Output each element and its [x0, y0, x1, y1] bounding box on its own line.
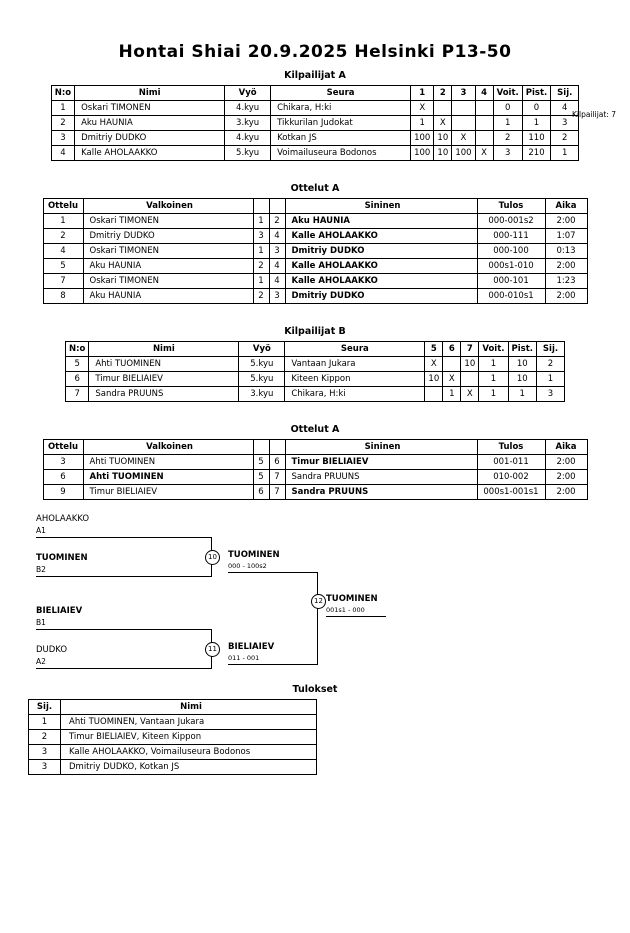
bracket-entry-seed: A2 — [36, 657, 46, 666]
cell-m3 — [461, 372, 479, 387]
cell-m2: 10 — [434, 131, 452, 146]
cell-white: Aku HAUNIA — [83, 259, 253, 274]
cell-no: 6 — [65, 372, 88, 387]
cell-m1: 100 — [411, 131, 434, 146]
pool-a-heading: Kilpailijat A — [284, 70, 346, 81]
cell-aika: 2:00 — [545, 485, 587, 500]
table-row — [43, 214, 587, 229]
col-white-no — [253, 440, 269, 455]
cell-belt: 5.kyu — [225, 146, 271, 161]
cell-rank: 2 — [537, 357, 565, 372]
cell-wins: 0 — [493, 101, 522, 116]
cell-blue-no: 6 — [269, 455, 285, 470]
cell-ottelu: 5 — [43, 259, 83, 274]
table-row — [43, 259, 587, 274]
cell-m1: 10 — [425, 372, 443, 387]
cell-aika: 2:00 — [545, 455, 587, 470]
cell-m2: 1 — [443, 387, 461, 402]
cell-m1: 100 — [411, 146, 434, 161]
cell-tulos: 000-111 — [477, 229, 545, 244]
cell-ottelu: 4 — [43, 244, 83, 259]
cell-m4 — [475, 131, 493, 146]
col-aika: Aika — [545, 440, 587, 455]
col-white: Valkoinen — [83, 199, 253, 214]
bracket-entry-seed: B2 — [36, 565, 46, 574]
table-row — [43, 229, 587, 244]
table-row — [43, 244, 587, 259]
cell-blue: Kalle AHOLAAKKO — [285, 229, 477, 244]
cell-wins: 1 — [479, 372, 508, 387]
table-header-row — [65, 342, 564, 357]
pool-b-table — [65, 341, 565, 402]
col-m1: 5 — [425, 342, 443, 357]
cell-white: Oskari TIMONEN — [83, 274, 253, 289]
bracket-winner-name: BIELIAIEV — [228, 642, 275, 652]
cell-m3: X — [452, 131, 475, 146]
cell-points: 0 — [522, 101, 551, 116]
table-row — [29, 730, 317, 745]
cell-points: 110 — [522, 131, 551, 146]
cell-tulos: 010-002 — [477, 470, 545, 485]
table-row — [29, 715, 317, 730]
col-rank: Sij. — [537, 342, 565, 357]
col-white-no — [253, 199, 269, 214]
bracket-entry-name: TUOMINEN — [36, 553, 88, 563]
cell-club: Tikkurilan Judokat — [271, 116, 411, 131]
cell-m2 — [443, 357, 461, 372]
cell-m3 — [452, 116, 475, 131]
cell-blue-no: 4 — [269, 229, 285, 244]
table-row — [43, 455, 587, 470]
col-no: N:o — [51, 86, 74, 101]
col-m1: 1 — [411, 86, 434, 101]
cell-club: Chikara, H:ki — [285, 387, 425, 402]
cell-white: Dmitriy DUDKO — [83, 229, 253, 244]
cell-aika: 1:23 — [545, 274, 587, 289]
cell-white-no: 5 — [253, 470, 269, 485]
table-row — [43, 470, 587, 485]
bracket-entry-seed: B1 — [36, 618, 46, 627]
col-blue: Sininen — [285, 440, 477, 455]
cell-ottelu: 8 — [43, 289, 83, 304]
cell-no: 2 — [51, 116, 74, 131]
cell-aika: 1:07 — [545, 229, 587, 244]
bracket-match-number: 10 — [205, 550, 220, 565]
cell-white-no: 3 — [253, 229, 269, 244]
cell-wins: 1 — [493, 116, 522, 131]
bracket-winner-name: TUOMINEN — [326, 594, 378, 604]
cell-name: Sandra PRUUNS — [89, 387, 239, 402]
cell-tulos: 000s1-010 — [477, 259, 545, 274]
cell-blue: Sandra PRUUNS — [285, 485, 477, 500]
cell-name: Ahti TUOMINEN, Vantaan Jukara — [61, 715, 317, 730]
col-m3: 3 — [452, 86, 475, 101]
cell-tulos: 000-001s2 — [477, 214, 545, 229]
cell-aika: 0:13 — [545, 244, 587, 259]
table-row — [51, 146, 579, 161]
bracket-score: 001s1 - 000 — [326, 606, 365, 614]
cell-rank: 4 — [551, 101, 579, 116]
cell-wins: 2 — [493, 131, 522, 146]
cell-ottelu: 6 — [43, 470, 83, 485]
cell-aika: 2:00 — [545, 470, 587, 485]
cell-belt: 3.kyu — [239, 387, 285, 402]
cell-m2: X — [434, 116, 452, 131]
bracket-winner-name: TUOMINEN — [228, 550, 280, 560]
cell-m3: 100 — [452, 146, 475, 161]
bracket-score: 000 - 100s2 — [228, 562, 267, 570]
cell-blue-no: 2 — [269, 214, 285, 229]
cell-club: Voimailuseura Bodonos — [271, 146, 411, 161]
col-wins: Voit. — [479, 342, 508, 357]
cell-m2: X — [443, 372, 461, 387]
cell-ottelu: 3 — [43, 455, 83, 470]
cell-wins: 3 — [493, 146, 522, 161]
cell-blue-no: 3 — [269, 244, 285, 259]
bracket-entry-name: BIELIAIEV — [36, 606, 83, 616]
col-m3: 7 — [461, 342, 479, 357]
cell-club: Chikara, H:ki — [271, 101, 411, 116]
bracket-line — [228, 572, 318, 573]
bracket-line — [326, 616, 386, 617]
table-row — [65, 357, 564, 372]
matches-b-table — [43, 439, 588, 500]
cell-rank: 2 — [551, 131, 579, 146]
table-row — [51, 101, 579, 116]
bracket-line — [36, 629, 212, 630]
cell-belt: 4.kyu — [225, 131, 271, 146]
cell-white-no: 2 — [253, 289, 269, 304]
cell-m1: X — [425, 357, 443, 372]
col-club: Seura — [285, 342, 425, 357]
col-m2: 6 — [443, 342, 461, 357]
table-row — [65, 387, 564, 402]
cell-blue: Dmitriy DUDKO — [285, 289, 477, 304]
cell-name: Ahti TUOMINEN — [89, 357, 239, 372]
table-header-row — [43, 199, 587, 214]
col-points: Pist. — [522, 86, 551, 101]
cell-rank: 3 — [29, 745, 61, 760]
cell-white-no: 1 — [253, 244, 269, 259]
table-row — [51, 131, 579, 146]
col-sij: Sij. — [29, 700, 61, 715]
col-club: Seura — [271, 86, 411, 101]
cell-m2: 10 — [434, 146, 452, 161]
cell-blue: Dmitriy DUDKO — [285, 244, 477, 259]
cell-no: 1 — [51, 101, 74, 116]
cell-blue-no: 3 — [269, 289, 285, 304]
cell-name: Oskari TIMONEN — [75, 101, 225, 116]
cell-tulos: 000s1-001s1 — [477, 485, 545, 500]
cell-tulos: 000-010s1 — [477, 289, 545, 304]
cell-wins: 1 — [479, 357, 508, 372]
cell-ottelu: 1 — [43, 214, 83, 229]
cell-white: Oskari TIMONEN — [83, 214, 253, 229]
cell-wins: 1 — [479, 387, 508, 402]
cell-m4 — [475, 101, 493, 116]
cell-white-no: 1 — [253, 274, 269, 289]
cell-white: Oskari TIMONEN — [83, 244, 253, 259]
col-ottelu: Ottelu — [43, 199, 83, 214]
cell-no: 7 — [65, 387, 88, 402]
cell-white-no: 1 — [253, 214, 269, 229]
cell-points: 10 — [508, 372, 537, 387]
cell-name: Dmitriy DUDKO — [75, 131, 225, 146]
results-table — [28, 699, 317, 775]
cell-rank: 2 — [29, 730, 61, 745]
table-header-row — [51, 86, 579, 101]
table-header-row — [43, 440, 587, 455]
cell-m3: X — [461, 387, 479, 402]
col-no: N:o — [65, 342, 88, 357]
cell-blue-no: 7 — [269, 485, 285, 500]
cell-tulos: 000-100 — [477, 244, 545, 259]
bracket-line — [36, 537, 212, 538]
cell-rank: 1 — [29, 715, 61, 730]
col-ottelu: Ottelu — [43, 440, 83, 455]
cell-tulos: 001-011 — [477, 455, 545, 470]
cell-rank: 3 — [551, 116, 579, 131]
cell-m1 — [425, 387, 443, 402]
col-belt: Vyö — [239, 342, 285, 357]
col-blue-no — [269, 199, 285, 214]
cell-aika: 2:00 — [545, 259, 587, 274]
cell-name: Kalle AHOLAAKKO — [75, 146, 225, 161]
cell-no: 4 — [51, 146, 74, 161]
cell-rank: 1 — [551, 146, 579, 161]
cell-white: Ahti TUOMINEN — [83, 470, 253, 485]
cell-belt: 5.kyu — [239, 372, 285, 387]
matches-b-heading: Ottelut A — [290, 424, 340, 435]
cell-m4: X — [475, 146, 493, 161]
cell-m4 — [475, 116, 493, 131]
bracket-entry-name: DUDKO — [36, 645, 68, 655]
bracket-match-number: 12 — [311, 594, 326, 609]
table-row — [43, 274, 587, 289]
col-m2: 2 — [434, 86, 452, 101]
playoff-bracket — [0, 506, 630, 676]
cell-name: Kalle AHOLAAKKO, Voimailuseura Bodonos — [61, 745, 317, 760]
bracket-line — [36, 576, 212, 577]
table-row — [43, 289, 587, 304]
cell-m1: 1 — [411, 116, 434, 131]
cell-belt: 3.kyu — [225, 116, 271, 131]
cell-name: Dmitriy DUDKO, Kotkan JS — [61, 760, 317, 775]
cell-tulos: 000-101 — [477, 274, 545, 289]
col-rank: Sij. — [551, 86, 579, 101]
bracket-line — [228, 664, 318, 665]
col-m4: 4 — [475, 86, 493, 101]
table-row — [29, 760, 317, 775]
bracket-entry-name: AHOLAAKKO — [36, 514, 90, 524]
col-white: Valkoinen — [83, 440, 253, 455]
bracket-line — [317, 572, 318, 665]
table-header-row — [29, 700, 317, 715]
cell-belt: 4.kyu — [225, 101, 271, 116]
page-title: Hontai Shiai 20.9.2025 Helsinki P13-50 — [118, 42, 512, 62]
table-row — [43, 485, 587, 500]
col-tulos: Tulos — [477, 440, 545, 455]
cell-points: 210 — [522, 146, 551, 161]
col-aika: Aika — [545, 199, 587, 214]
col-points: Pist. — [508, 342, 537, 357]
table-row — [51, 116, 579, 131]
competitor-count: Kilpailijat: 7 — [572, 110, 616, 119]
cell-blue: Kalle AHOLAAKKO — [285, 259, 477, 274]
matches-a-heading: Ottelut A — [290, 183, 340, 194]
col-tulos: Tulos — [477, 199, 545, 214]
bracket-entry-seed: A1 — [36, 526, 46, 535]
cell-white: Ahti TUOMINEN — [83, 455, 253, 470]
bracket-score: 011 - 001 — [228, 654, 260, 662]
cell-blue: Sandra PRUUNS — [285, 470, 477, 485]
cell-club: Kotkan JS — [271, 131, 411, 146]
cell-name: Timur BIELIAIEV — [89, 372, 239, 387]
cell-name: Aku HAUNIA — [75, 116, 225, 131]
cell-no: 3 — [51, 131, 74, 146]
cell-name: Timur BIELIAIEV, Kiteen Kippon — [61, 730, 317, 745]
results-heading: Tulokset — [292, 684, 338, 695]
col-name: Nimi — [89, 342, 239, 357]
bracket-line — [36, 668, 212, 669]
cell-rank: 3 — [29, 760, 61, 775]
cell-ottelu: 9 — [43, 485, 83, 500]
cell-white-no: 5 — [253, 455, 269, 470]
cell-points: 1 — [522, 116, 551, 131]
cell-white: Aku HAUNIA — [83, 289, 253, 304]
cell-blue-no: 4 — [269, 274, 285, 289]
col-name: Nimi — [75, 86, 225, 101]
cell-rank: 3 — [537, 387, 565, 402]
table-row — [29, 745, 317, 760]
col-belt: Vyö — [225, 86, 271, 101]
col-blue-no — [269, 440, 285, 455]
cell-white-no: 6 — [253, 485, 269, 500]
pool-a-table — [51, 85, 580, 161]
cell-aika: 2:00 — [545, 289, 587, 304]
cell-blue-no: 7 — [269, 470, 285, 485]
pool-b-heading: Kilpailijat B — [284, 326, 346, 337]
cell-belt: 5.kyu — [239, 357, 285, 372]
cell-club: Vantaan Jukara — [285, 357, 425, 372]
cell-m2 — [434, 101, 452, 116]
col-nimi: Nimi — [61, 700, 317, 715]
cell-white-no: 2 — [253, 259, 269, 274]
cell-blue: Timur BIELIAIEV — [285, 455, 477, 470]
cell-points: 1 — [508, 387, 537, 402]
col-blue: Sininen — [285, 199, 477, 214]
cell-no: 5 — [65, 357, 88, 372]
cell-m3 — [452, 101, 475, 116]
table-row — [65, 372, 564, 387]
cell-rank: 1 — [537, 372, 565, 387]
cell-aika: 2:00 — [545, 214, 587, 229]
cell-m3: 10 — [461, 357, 479, 372]
cell-points: 10 — [508, 357, 537, 372]
cell-white: Timur BIELIAIEV — [83, 485, 253, 500]
tournament-sheet — [0, 42, 630, 933]
cell-blue-no: 4 — [269, 259, 285, 274]
matches-a-table — [43, 198, 588, 304]
bracket-match-number: 11 — [205, 642, 220, 657]
cell-m1: X — [411, 101, 434, 116]
cell-club: Kiteen Kippon — [285, 372, 425, 387]
cell-blue: Kalle AHOLAAKKO — [285, 274, 477, 289]
cell-ottelu: 7 — [43, 274, 83, 289]
cell-ottelu: 2 — [43, 229, 83, 244]
col-wins: Voit. — [493, 86, 522, 101]
cell-blue: Aku HAUNIA — [285, 214, 477, 229]
